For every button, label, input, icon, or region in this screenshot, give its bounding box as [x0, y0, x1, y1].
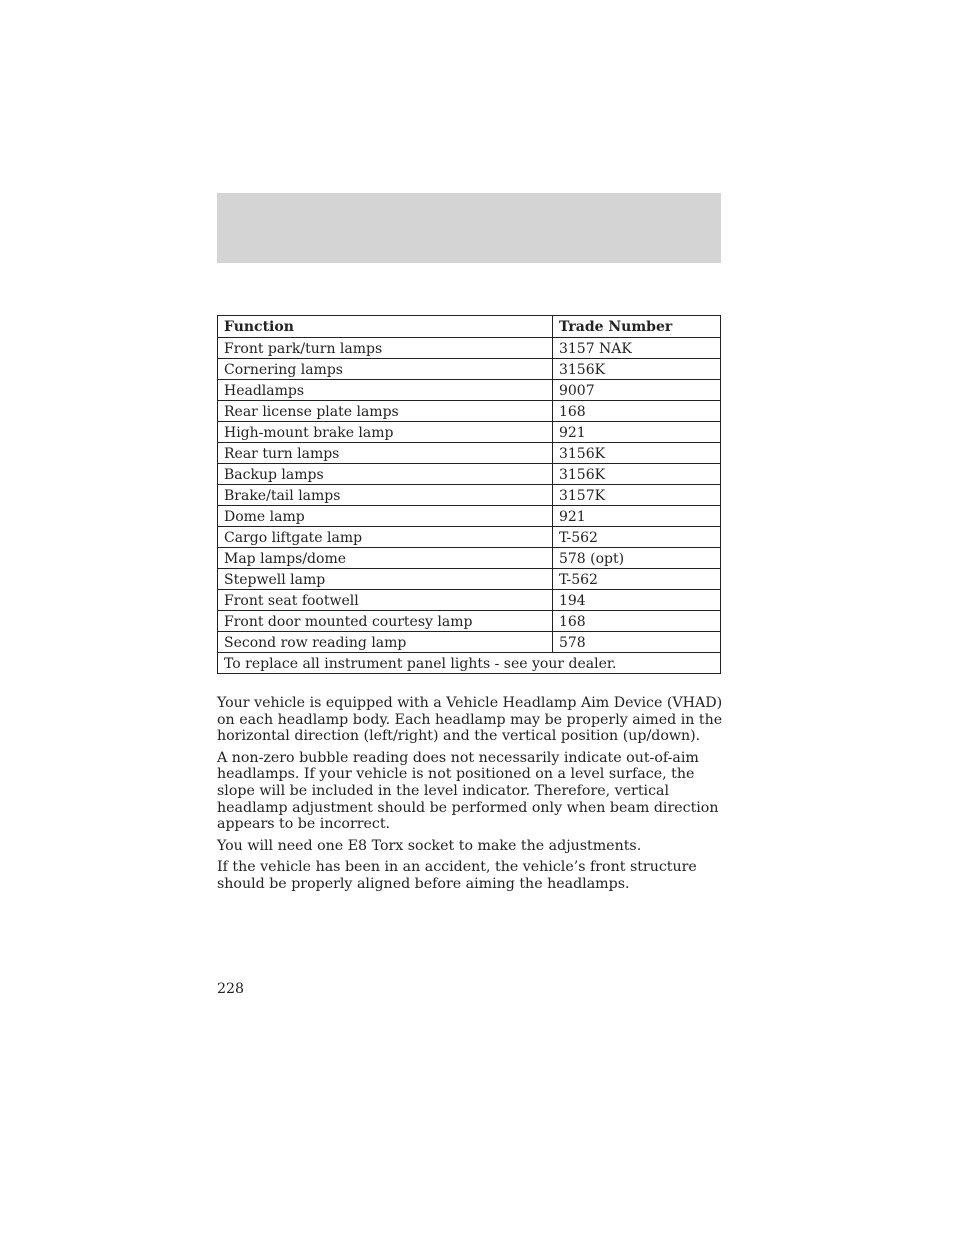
column-header-trade-number: Trade Number	[552, 316, 720, 338]
function-cell: Backup lamps	[218, 464, 553, 485]
table-row	[218, 590, 721, 611]
table-row	[218, 527, 721, 548]
table-row	[218, 338, 721, 359]
function-cell: Brake/tail lamps	[218, 485, 553, 506]
trade-number-cell: 168	[552, 611, 720, 632]
function-cell: Map lamps/dome	[218, 548, 553, 569]
function-cell: Front door mounted courtesy lamp	[218, 611, 553, 632]
function-cell: High-mount brake lamp	[218, 422, 553, 443]
bulb-replacement-table	[217, 315, 721, 674]
function-cell: Front park/turn lamps	[218, 338, 553, 359]
table-row	[218, 611, 721, 632]
dealer-note-cell: To replace all instrument panel lights - see your dealer.	[218, 653, 721, 674]
section-header-band	[217, 193, 721, 263]
table-row	[218, 359, 721, 380]
page-number: 228	[217, 981, 245, 997]
trade-number-cell: 3157K	[552, 485, 720, 506]
trade-number-cell: T-562	[552, 527, 720, 548]
function-cell: Second row reading lamp	[218, 632, 553, 653]
column-header-function: Function	[218, 316, 553, 338]
function-cell: Headlamps	[218, 380, 553, 401]
table-row	[218, 485, 721, 506]
trade-number-cell: 578	[552, 632, 720, 653]
table-header-row	[218, 316, 721, 338]
table-row	[218, 632, 721, 653]
function-cell: Stepwell lamp	[218, 569, 553, 590]
function-cell: Cargo liftgate lamp	[218, 527, 553, 548]
trade-number-cell: 578 (opt)	[552, 548, 720, 569]
paragraph-bubble-reading: A non-zero bubble reading does not necessarily indicate out-of-aim headlamps. If your vehicle is not positioned on a level surface, the slope will be included in the level indicator. Therefore, vertical headlamp adjustment should be performed only when beam direction appears to be incorrect.	[217, 749, 719, 833]
trade-number-cell: 3156K	[552, 443, 720, 464]
paragraph-vhad: Your vehicle is equipped with a Vehicle Headlamp Aim Device (VHAD) on each headlamp body. Each headlamp may be properly aimed in the horizontal direction (left/right) and the vertical position (up/down).	[217, 695, 723, 745]
table-row	[218, 422, 721, 443]
trade-number-cell: 194	[552, 590, 720, 611]
table-row	[218, 401, 721, 422]
trade-number-cell: 921	[552, 422, 720, 443]
trade-number-cell: 3156K	[552, 359, 720, 380]
trade-number-cell: 3156K	[552, 464, 720, 485]
function-cell: Dome lamp	[218, 506, 553, 527]
table-row	[218, 506, 721, 527]
trade-number-cell: T-562	[552, 569, 720, 590]
trade-number-cell: 921	[552, 506, 720, 527]
function-cell: Front seat footwell	[218, 590, 553, 611]
function-cell: Cornering lamps	[218, 359, 553, 380]
table-row	[218, 380, 721, 401]
table-footer-row	[218, 653, 721, 674]
function-cell: Rear turn lamps	[218, 443, 553, 464]
table-row	[218, 548, 721, 569]
table-row	[218, 443, 721, 464]
table-row	[218, 464, 721, 485]
function-cell: Rear license plate lamps	[218, 401, 553, 422]
trade-number-cell: 9007	[552, 380, 720, 401]
paragraph-accident-alignment: If the vehicle has been in an accident, the vehicle’s front structure should be properly aligned before aiming the headlamps.	[217, 859, 697, 892]
trade-number-cell: 168	[552, 401, 720, 422]
paragraph-torx-socket: You will need one E8 Torx socket to make the adjustments.	[217, 837, 642, 854]
trade-number-cell: 3157 NAK	[552, 338, 720, 359]
headlamp-aiming-text	[217, 695, 727, 898]
table-row	[218, 569, 721, 590]
